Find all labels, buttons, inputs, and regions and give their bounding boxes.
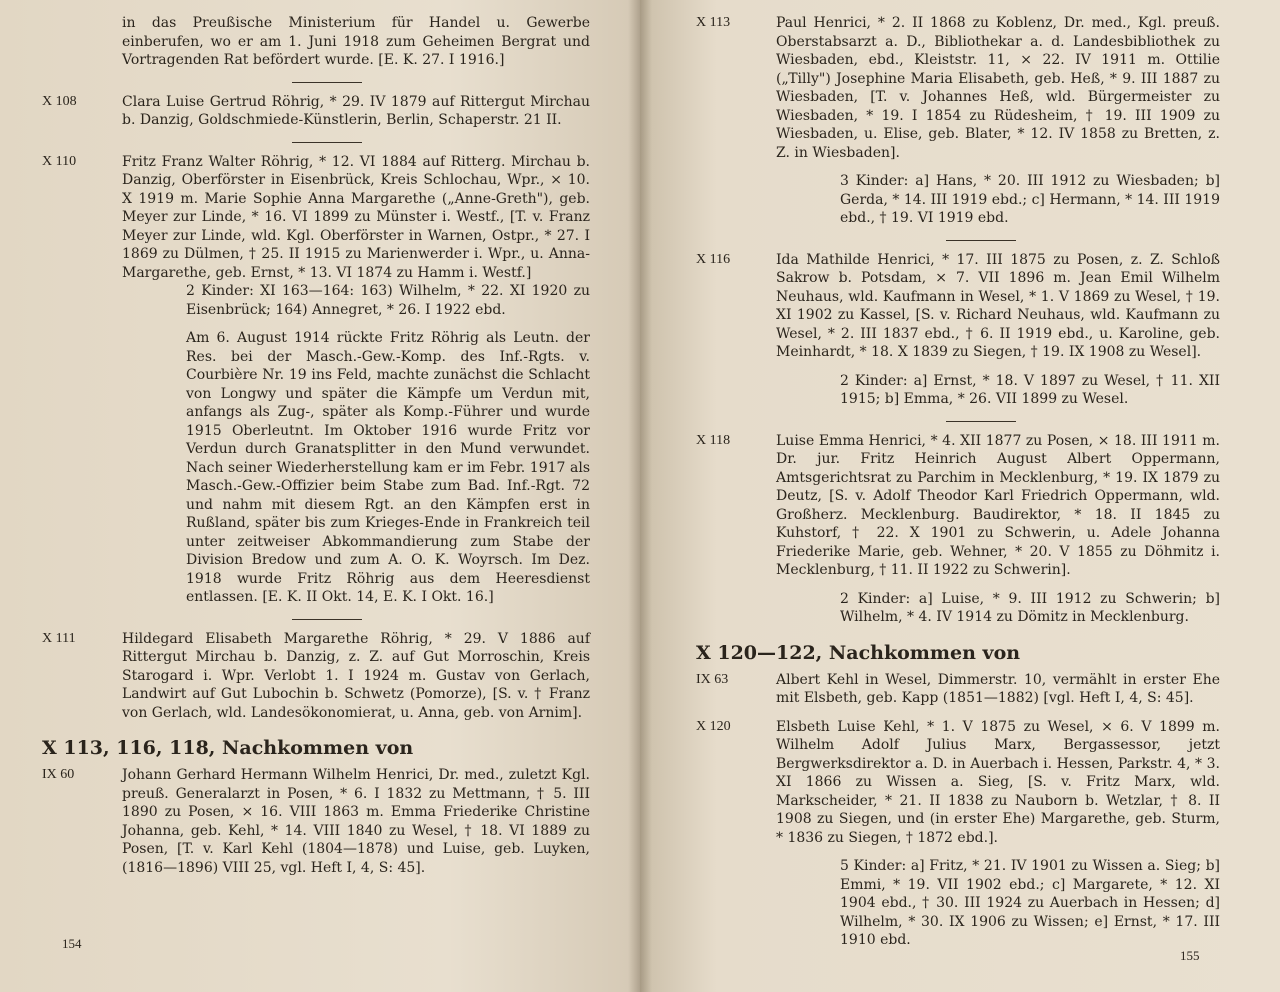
entry-text: Johann Gerhard Hermann Wilhelm Henrici, Dr. med., zuletzt Kgl. preuß. Generalarzt in Posen, * 6. I 1832 zu Mettmann, † 5. III 1890 zu Posen, × 16. VIII 1863 m. Emma Friederike Christine Johanna, geb. Kehl, * 14. VIII 1840 zu Wesel, † 18. VI 1889 zu Posen, [T. v. Karl Kehl (1804—1878) und Luise, geb. Luyken, (1816—1896) VIII 25, vgl. Heft I, 4, S: 45]. xyxy=(122,767,590,876)
separator xyxy=(946,240,1016,241)
entry-x113 xyxy=(696,14,1220,228)
section-heading: X 120—122, Nachkommen von xyxy=(696,641,1021,664)
intro-entry xyxy=(42,14,590,70)
biography-text: Am 6. August 1914 rückte Fritz Röhrig als Leutn. der Res. bei der Masch.-Gew.-Komp. des Inf.-Rgts. v. Courbière Nr. 19 ins Feld, machte zunächst die Schlacht von Longwy und später die Kämpfe um Verdun mit, anfangs als Zug-, später als Komp.-Führer und wurde 1915 Oberleutnt. Im Oktober 1916 wurde Fritz vor Verdun durch Granatsplitter in den Mund verwundet. Nach seiner Wiederherstellung kam er im Febr. 1917 als Masch.-Gew.-Offizier beim Stabe zum Bad. Inf.-Rgt. 72 und nahm mit diesem Rgt. an den Kämpfen erst in Rußland, später bis zum Krieges-Ende in Frankreich teil unter zeitweiser Abkommandierung zum Stabe der Division Bredow und zum A. O. K. Woyrsch. Im Dez. 1918 wurde Fritz Röhrig aus dem Heeresdienst entlassen. [E. K. II Okt. 14, E. K. I Okt. 16.] xyxy=(186,330,590,605)
entry-number: X 118 xyxy=(696,432,731,448)
parent-entry-ix60 xyxy=(42,766,590,877)
entry-number: X 108 xyxy=(42,93,77,109)
entry-x111 xyxy=(42,630,590,723)
entry-x108 xyxy=(42,93,590,130)
entry-number: X 110 xyxy=(42,153,77,169)
left-page-content xyxy=(42,14,590,877)
entry-x110 xyxy=(42,153,590,607)
section-heading: X 113, 116, 118, Nachkommen von xyxy=(42,737,414,759)
entry-text: Luise Emma Henrici, * 4. XII 1877 zu Posen, × 18. III 1911 m. Dr. jur. Fritz Heinrich August Albert Oppermann, Amtsgerichtsrat zu Parchim in Mecklenburg, * 19. IX 1879 zu Deutz, [S. v. Adolf Theodor Karl Friedrich Oppermann, wld. Großherz. Mecklenburg. Baudirektor, * 18. II 1845 zu Kuhstorf, † 22. X 1901 zu Schwerin, u. Adele Johanna Friederike Marie, geb. Wehner, * 20. V 1855 zu Döhmitz i. Mecklenburg, † 11. II 1922 zu Schwerin]. xyxy=(776,432,1220,578)
entry-number: IX 60 xyxy=(42,767,75,782)
entry-x118 xyxy=(696,432,1220,627)
book-gutter xyxy=(628,0,652,992)
separator xyxy=(292,142,362,143)
children-text: 2 Kinder: a] Ernst, * 18. V 1897 zu Wesel, † 11. XII 1915; b] Emma, * 26. VII 1899 zu Wesel. xyxy=(840,372,1220,407)
entry-text: Albert Kehl in Wesel, Dimmerstr. 10, vermählt in erster Ehe mit Elsbeth, geb. Kapp (1851—1882) [vgl. Heft I, 4, S: 45]. xyxy=(776,671,1220,706)
entry-number: IX 63 xyxy=(696,671,729,687)
children-text: 2 Kinder: a] Luise, * 9. III 1912 zu Schwerin; b] Wilhelm, * 4. IV 1914 zu Dömitz in Mecklenburg. xyxy=(840,590,1220,625)
separator xyxy=(946,421,1016,422)
entry-text: Hildegard Elisabeth Margarethe Röhrig, * 29. V 1886 auf Rittergut Mirchau b. Danzig, z. Z. auf Gut Morroschin, Kreis Starogard i. Wpr. Verlobt 1. I 1924 m. Gustav von Gerlach, Landwirt auf Gut Lubochin b. Schwetz (Pomorze), [S. v. † Franz von Gerlach, wld. Landesökonomierat, u. Anna, geb. von Arnim]. xyxy=(122,630,590,721)
entry-x120 xyxy=(696,718,1220,950)
separator xyxy=(292,619,362,620)
children-text: 3 Kinder: a] Hans, * 20. III 1912 zu Wiesbaden; b] Gerda, * 14. III 1919 ebd.; c] Hermann, * 14. III 1919 ebd., † 19. VI 1919 ebd. xyxy=(840,173,1220,226)
entry-x116 xyxy=(696,251,1220,409)
children-text: 2 Kinder: XI 163—164: 163) Wilhelm, * 22. XI 1920 zu Eisenbrück; 164) Annegret, * 26. I 1922 ebd. xyxy=(186,283,590,318)
page-number: 154 xyxy=(62,936,82,951)
entry-text: Paul Henrici, * 2. II 1868 zu Koblenz, Dr. med., Kgl. preuß. Oberstabsarzt a. D., Bibliothekar a. d. Landesbibliothek zu Wiesbaden, ebd., Kleiststr. 11, × 22. IV 1911 m. Ottilie („Tilly") Josephine Maria Elisabeth, geb. Heß, * 9. III 1887 zu Wiesbaden, [T. v. Johannes Heß, wld. Bürgermeister zu Wiesbaden, * 19. I 1854 zu Rüdesheim, † 19. III 1909 zu Wiesbaden, u. Elise, geb. Blater, * 12. IV 1858 zu Bretten, z. Z. in Wiesbaden]. xyxy=(776,15,1220,161)
entry-text: Fritz Franz Walter Röhrig, * 12. VI 1884 auf Ritterg. Mirchau b. Danzig, Oberförster in Eisenbrück, Kreis Schlochau, Wpr., × 10. X 1919 m. Marie Sophie Anna Margarethe („Anne-Greth"), geb. Meyer zur Linde, * 16. VI 1899 zu Münster i. Westf., [T. v. Franz Meyer zur Linde, wld. Kgl. Oberförster in Warnen, Ostpr., * 27. I 1869 zu Dülmen, † 25. II 1915 zu Marienwerder i. Wpr., u. Anna-Margarethe, geb. Ernst, * 13. VI 1874 zu Hamm i. Westf.] xyxy=(122,153,590,281)
entry-number: X 113 xyxy=(696,15,731,30)
page-number: 155 xyxy=(1180,948,1200,963)
entry-text: Clara Luise Gertrud Röhrig, * 29. IV 1879 auf Rittergut Mirchau b. Danzig, Goldschmiede-Künstlerin, Berlin, Schaperstr. 21 II. xyxy=(122,93,590,128)
entry-text: Elsbeth Luise Kehl, * 1. V 1875 zu Wesel, × 6. V 1899 m. Wilhelm Adolf Julius Marx, Bergassessor, jetzt Bergwerksdirektor a. D. in Auerbach i. Hessen, Parkstr. 4, * 3. XI 1866 zu Wissen a. Sieg, [S. v. Fritz Marx, wld. Markscheider, * 21. II 1838 zu Nauborn b. Wetzlar, † 8. II 1908 zu Siegen, und (in erster Ehe) Margarethe, geb. Sturm, * 1836 zu Siegen, † 1872 ebd.]. xyxy=(776,718,1220,846)
right-page-content xyxy=(696,14,1220,950)
entry-number: X 111 xyxy=(42,630,76,646)
separator xyxy=(292,82,362,83)
intro-text: in das Preußische Ministerium für Handel u. Gewerbe einberufen, wo er am 1. Juni 1918 zum Geheimen Bergrat und Vortragenden Rat befördert wurde. [E. K. 27. I 1916.] xyxy=(122,15,590,68)
entry-number: X 120 xyxy=(696,718,731,734)
parent-entry-ix63 xyxy=(696,671,1220,708)
entry-text: Ida Mathilde Henrici, * 17. III 1875 zu Posen, z. Z. Schloß Sakrow b. Potsdam, × 7. VII 1896 m. Jean Emil Wilhelm Neuhaus, wld. Kaufmann in Wesel, * 1. V 1869 zu Wesel, † 19. XI 1902 zu Kassel, [S. v. Richard Neuhaus, wld. Kaufmann zu Wesel, * 2. III 1837 ebd., † 6. II 1919 ebd., u. Karoline, geb. Meinhardt, * 18. X 1839 zu Siegen, † 19. IX 1908 zu Wesel]. xyxy=(776,251,1220,360)
entry-number: X 116 xyxy=(696,251,731,267)
children-text: 5 Kinder: a] Fritz, * 21. IV 1901 zu Wissen a. Sieg; b] Emmi, * 19. VII 1902 ebd.; c] Margarete, * 12. XI 1904 ebd., † 30. III 1924 zu Auerbach in Hessen; d] Wilhelm, * 30. IX 1906 zu Wissen; e] Ernst, * 17. III 1910 ebd. xyxy=(840,858,1220,948)
right-page xyxy=(640,0,1280,992)
